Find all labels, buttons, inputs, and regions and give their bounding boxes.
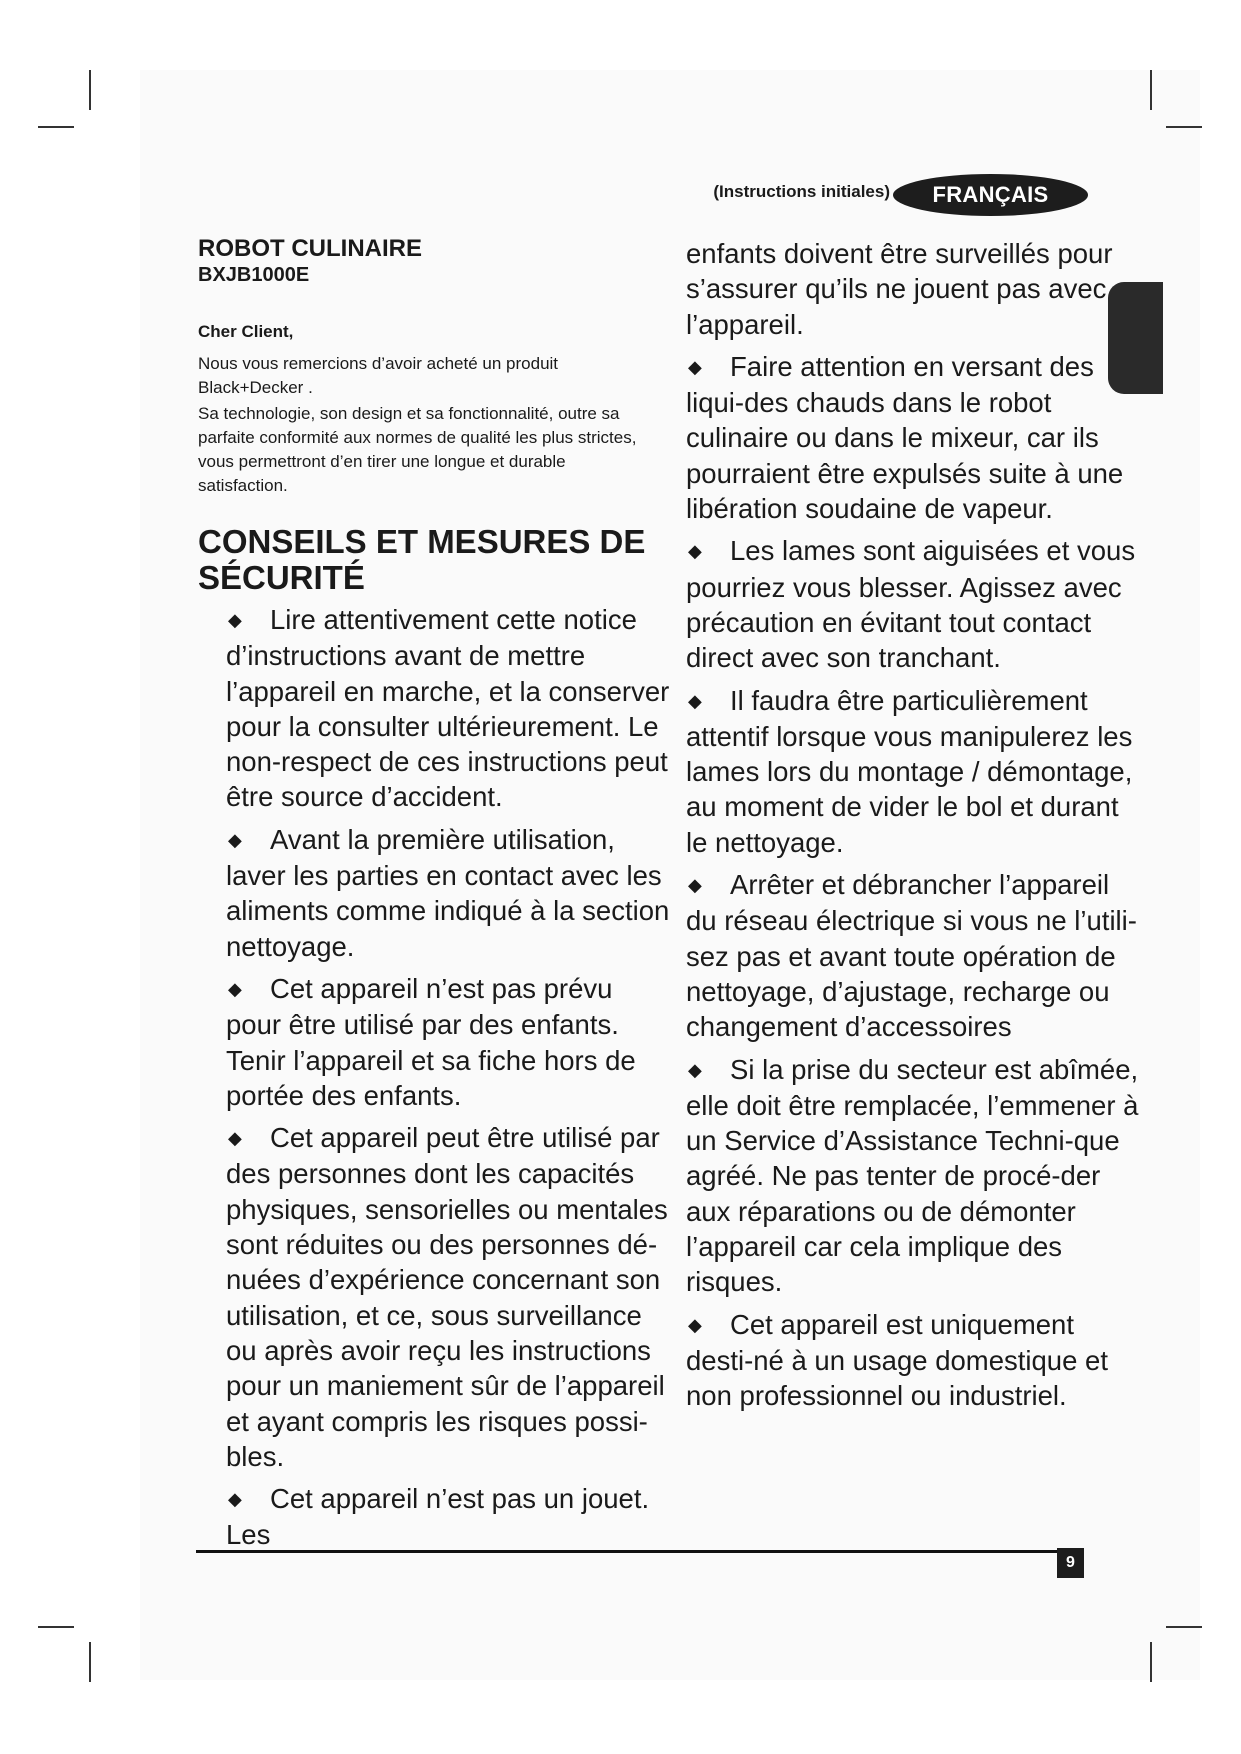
crop-mark: [89, 1642, 91, 1682]
crop-mark: [38, 126, 74, 128]
bullet-icon: ◆: [688, 875, 702, 896]
safety-list-right: [686, 236, 1146, 1421]
crop-mark: [1150, 70, 1152, 110]
language-badge: FRANÇAIS: [893, 174, 1088, 216]
crop-mark: [1166, 126, 1202, 128]
item-text: Si la prise du secteur est abîmée, elle doit être remplacée, l’emmener à un Service d’Assistance Techni-que agréé. Ne pas tenter de procé-der aux réparations ou de démonter l’appareil car cela implique des risques.: [686, 1053, 1139, 1298]
list-item: [226, 1120, 671, 1474]
list-item-continuation: enfants doivent être surveillés pour s’assurer qu’ils ne jouent pas avec l’appareil.: [686, 238, 1113, 340]
page-number: 9: [1057, 1548, 1084, 1578]
item-text: Les lames sont aiguisées et vous pourriez vous blesser. Agissez avec précaution en évitant tout contact direct avec son tranchant.: [686, 535, 1136, 674]
list-item: [686, 867, 1146, 1044]
product-model: BXJB1000E: [198, 264, 310, 286]
intro-paragraph: Nous vous remercions d’avoir acheté un produit Black+Decker .: [198, 354, 559, 397]
item-text: Arrêter et débrancher l’appareil du réseau électrique si vous ne l’utili-sez pas et avant toute opération de nettoyage, d’ajustage, recharge ou changement d’accessoires: [686, 869, 1137, 1043]
crop-mark: [38, 1626, 74, 1628]
item-text: Cet appareil peut être utilisé par des personnes dont les capacités physiques, sensorielles ou mentales sont réduites ou des personnes dé-nuées d’expérience concernant son utilisation, et ce, sous surveillance ou après avoir reçu les instructions pour un maniement sûr de l’appareil et ayant compris les risques possi-bles.: [226, 1122, 668, 1472]
item-text: Cet appareil n’est pas prévu pour être utilisé par des enfants. Tenir l’appareil et sa fiche hors de portée des enfants.: [226, 972, 636, 1111]
item-text: Cet appareil n’est pas un jouet. Les: [226, 1483, 650, 1551]
bullet-icon: ◆: [228, 610, 242, 630]
bullet-icon: ◆: [688, 541, 702, 562]
list-item: [686, 1307, 1146, 1414]
crop-mark: [89, 70, 91, 110]
bullet-icon: ◆: [228, 1128, 242, 1149]
list-item: [686, 1052, 1146, 1300]
list-item: [686, 349, 1146, 526]
list-item: [226, 1481, 671, 1553]
greeting: Cher Client,: [198, 322, 294, 341]
crop-mark: [1150, 1642, 1152, 1682]
footer-rule: [196, 1550, 1084, 1553]
header-label: (Instructions initiales): [713, 182, 890, 201]
bullet-icon: ◆: [688, 690, 702, 711]
list-item: [686, 533, 1146, 675]
bullet-icon: ◆: [228, 1489, 242, 1510]
item-text: Cet appareil est uniquement desti-né à un usage domestique et non professionnel ou industriel.: [686, 1308, 1108, 1412]
safety-list-left: [226, 602, 671, 1560]
product-title: ROBOT CULINAIRE: [198, 235, 422, 262]
bullet-icon: ◆: [228, 829, 242, 850]
item-text: Il faudra être particulièrement attentif lorsque vous manipulerez les lames lors du montage / démontage, au moment de vider le bol et durant le nettoyage.: [686, 684, 1133, 858]
intro-paragraph: Sa technologie, son design et sa fonctionnalité, outre sa parfaite conformité aux normes de qualité les plus strictes, vous permettront d’en tirer une longue et durable satisfaction.: [198, 404, 637, 495]
item-text: Avant la première utilisation, laver les parties en contact avec les aliments comme indiqué à la section nettoyage.: [226, 823, 670, 962]
item-text: Faire attention en versant des liqui-des chauds dans le robot culinaire ou dans le mixeur, car ils pourraient être expulsés suite à une libération soudaine de vapeur.: [686, 350, 1124, 525]
item-text: Lire attentivement cette notice d’instructions avant de mettre l’appareil en marche, et la conserver pour la consulter ultérieurement. Le non-respect de ces instructions peut être source d’accident.: [226, 604, 670, 813]
list-item: [226, 971, 671, 1113]
bullet-icon: ◆: [688, 1314, 702, 1335]
list-item: [686, 683, 1146, 860]
list-item: [226, 602, 671, 815]
bullet-icon: ◆: [228, 978, 242, 999]
crop-mark: [1166, 1626, 1202, 1628]
section-title: CONSEILS ET MESURES DE SÉCURITÉ: [198, 523, 646, 596]
bullet-icon: ◆: [688, 356, 702, 377]
bullet-icon: ◆: [688, 1059, 702, 1080]
list-item: [226, 822, 671, 964]
